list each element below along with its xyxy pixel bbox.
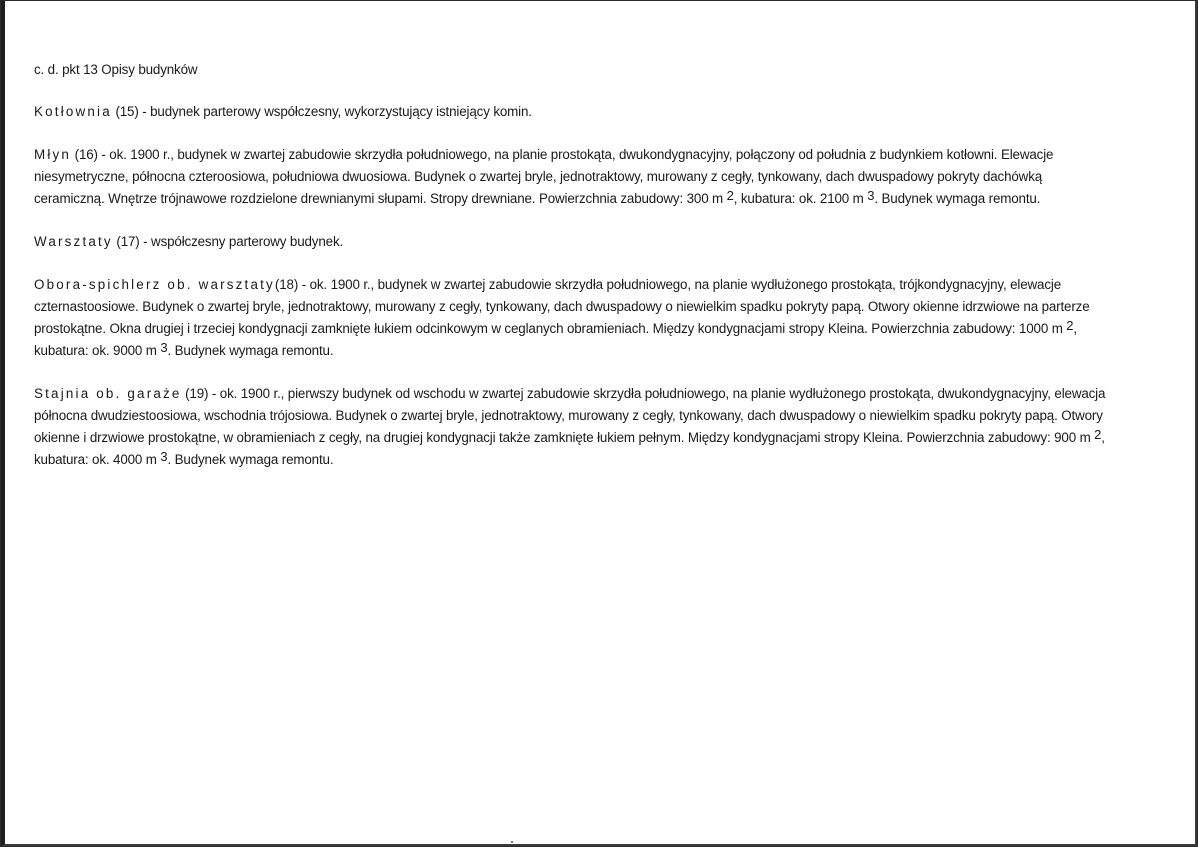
description-stajnia-volume: , kubatura: ok. 4000 m [34,430,1105,467]
paragraph-obora [34,274,1114,362]
superscript-volume-stajnia: 3 [160,449,168,464]
description-warsztaty: (17) - współczesny parterowy budynek. [112,234,344,249]
document-body [34,59,1114,492]
description-obora-end: . Budynek wymaga remontu. [167,343,334,358]
building-name-stajnia: Stajnia ob. garaże [34,386,182,401]
scan-speck [511,841,513,843]
description-obora: (18) - ok. 1900 r., budynek w zwartej zabudowie skrzydła południowego, na planie wydłużonego prostokąta, trójkondygnacyjny, elewacje czternastoosiowe. Budynek o zwartej bryle, jednotraktowy, murowany z cegły, tynkowany, dach dwuspadowy o niewielkim spadku pokryty papą. Otwory okienne idrzwiowe na parterze prostokątne. Okna drugiej i trzeciej kondygnacji zamknięte łukiem odcinkowym w ceglanych obramieniach. Między kondygnacjami stropy Kleina. Powierzchnia zabudowy: 1000 m [34,277,1090,336]
paragraph-warsztaty [34,231,1114,253]
paragraph-stajnia [34,383,1114,471]
superscript-area-obora: 2 [1066,318,1074,333]
building-name-kotlownia: Kotłownia [34,104,112,119]
description-mlyn-volume: , kubatura: ok. 2100 m [733,191,868,206]
building-name-obora: Obora-spichlerz ob. warsztaty [34,277,275,292]
description-stajnia-end: . Budynek wymaga remontu. [167,452,334,467]
paragraph-kotlownia [34,101,1114,123]
superscript-area-stajnia: 2 [1094,427,1102,442]
description-obora-volume: , kubatura: ok. 9000 m [34,321,1077,358]
superscript-area-mlyn: 2 [726,188,734,203]
description-mlyn: (16) - ok. 1900 r., budynek w zwartej zabudowie skrzydła południowego, na planie prostokąta, dwukondygnacyjny, połączony od południa z budynkiem kotłowni. Elewacje niesymetryczne, północna czteroosiowa, południowa dwuosiowa. Budynek o zwartej bryle, jednotraktowy, murowany z cegły, tynkowany, dach dwuspadowy pokryty dachówką ceramiczną. Wnętrze trójnawowe rozdzielone drewnianymi słupami. Stropy drewniane. Powierzchnia zabudowy: 300 m [34,147,1054,206]
section-heading [34,59,1114,81]
section-heading-text: c. d. pkt 13 Opisy budynków [34,62,198,77]
description-kotlownia: (15) - budynek parterowy współczesny, wykorzystujący istniejący komin. [111,104,532,119]
description-mlyn-end: . Budynek wymaga remontu. [874,191,1041,206]
building-name-warsztaty: Warsztaty [34,234,113,249]
superscript-volume-obora: 3 [160,340,168,355]
superscript-volume-mlyn: 3 [867,188,875,203]
paragraph-mlyn [34,144,1114,210]
building-name-mlyn: Młyn [34,147,72,162]
description-stajnia: (19) - ok. 1900 r., pierwszy budynek od wschodu w zwartej zabudowie skrzydła południowego, na planie wydłużonego prostokąta, dwukondygnacyjny, elewacja północna dwudziestoosiowa, wschodnia trójosiowa. Budynek o zwartej bryle, jednotraktowy, murowany z cegły, tynkowany, dach dwuspadowy o niewielkim spadku pokryty papą. Otwory okienne i drzwiowe prostokątne, w obramieniach z cegły, na drugiej kondygnacji także zamknięte łukiem pełnym. Między kondygnacjami stropy Kleina. Powierzchnia zabudowy: 900 m [34,386,1106,445]
